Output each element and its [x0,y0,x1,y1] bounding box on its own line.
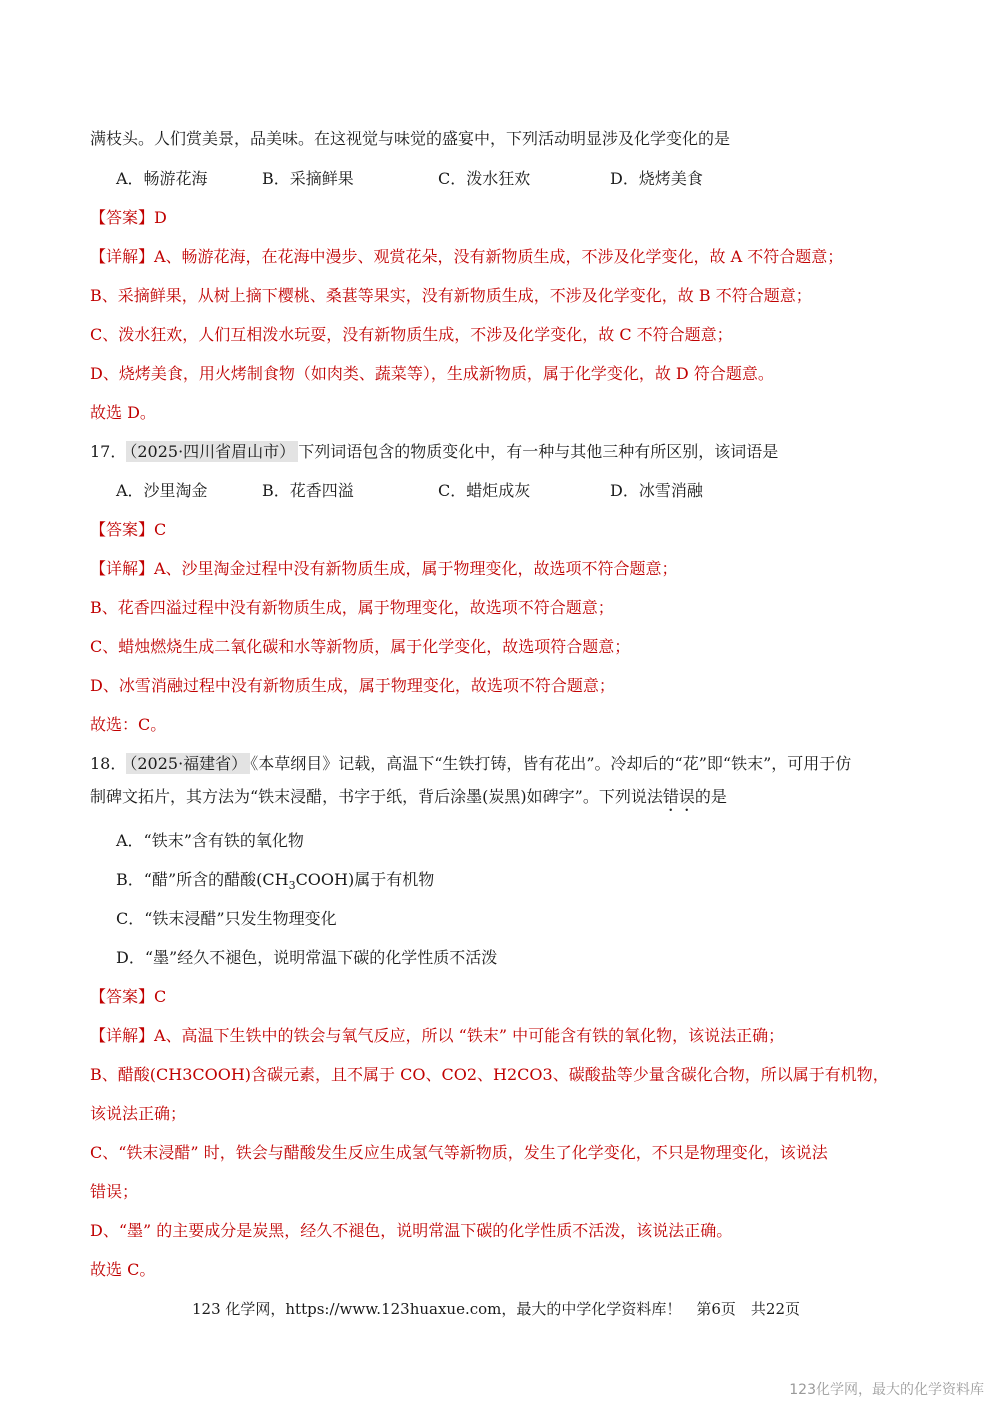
q18-option-b [116,870,434,896]
q18-option-c: C．“铁末浸醋”只发生物理变化 [116,909,337,928]
q18-conclusion: 故选 C。 [90,1260,156,1279]
q16-detail-line: B、采摘鲜果，从树上摘下樱桃、桑葚等果实，没有新物质生成，不涉及化学变化，故 B 不符合题意； [90,286,812,305]
q18-stem: 《本草纲目》记载，高温下“生铁打铸，皆有花出”。冷却后的“花”即“铁末”，可用于仿 [250,754,852,773]
q17-source-tag: （2025·四川省眉山市） [126,441,298,462]
q18-source-tag: （2025·福建省） [126,753,250,774]
q18-option-a: A．“铁末”含有铁的氧化物 [116,831,304,850]
q16-option-c: C．泼水狂欢 [438,169,531,188]
q17-option-d: D．冰雪消融 [610,481,703,500]
q16-option-d: D．烧烤美食 [610,169,703,188]
q16-answer: 【答案】D [90,208,167,227]
site-watermark: 123化学网，最大的化学资料库 [789,1382,984,1398]
q17-detail-line: C、蜡烛燃烧生成二氧化碳和水等新物质，属于化学变化，故选项符合题意； [90,637,631,656]
q18-stem-end: 的是 [694,787,727,806]
q18-detail-line: D、“墨” 的主要成分是炭黑，经久不褪色，说明常温下碳的化学性质不活泼，该说法正确。 [90,1221,733,1240]
q16-option-a: A．畅游花海 [116,169,208,188]
q17-stem-line [90,442,778,462]
q18-option-b-text-end: COOH)属于有机物 [295,870,435,889]
q18-stem-line-2 [90,787,727,815]
q17-conclusion: 故选：C。 [90,715,167,734]
q18-detail-line: C、“铁末浸醋” 时，铁会与醋酸发生反应生成氢气等新物质，发生了化学变化，不只是物理变化，该说法 [90,1143,828,1162]
q17-stem: 下列词语包含的物质变化中，有一种与其他三种有所区别，该词语是 [298,442,779,461]
q18-option-b-text: B．“醋”所含的醋酸(CH [116,870,289,889]
q16-detail-line: 【详解】A、畅游花海，在花海中漫步、观赏花朵，没有新物质生成，不涉及化学变化，故 A 不符合题意； [90,247,844,266]
q17-detail-line: D、冰雪消融过程中没有新物质生成，属于物理变化，故选项不符合题意； [90,676,615,695]
q18-option-d: D．“墨”经久不褪色，说明常温下碳的化学性质不活泼 [116,948,498,967]
q18-option-b-subscript: 3 [288,879,296,893]
q18-detail-line: B、醋酸(CH3COOH)含碳元素，且不属于 CO、CO2、H2CO3、碳酸盐等少量含碳化合物，所以属于有机物， [90,1065,889,1084]
q17-option-c: C．蜡炬成灰 [438,481,531,500]
q18-stem-text: 制碑文拓片，其方法为“铁末浸醋，书字于纸，背后涂墨(炭黑)如碑字”。下列说法 [90,787,663,806]
q18-detail-line: 【详解】A、高温下生铁中的铁会与氧气反应，所以 “铁末” 中可能含有铁的氧化物，该说法正确； [90,1026,785,1045]
q18-detail-line: 该说法正确； [90,1104,187,1123]
q16-detail-line: C、泼水狂欢，人们互相泼水玩耍，没有新物质生成，不涉及化学变化，故 C 不符合题意； [90,325,733,344]
q17-option-b: B．花香四溢 [262,481,354,500]
q17-detail-line: B、花香四溢过程中没有新物质生成，属于物理变化，故选项不符合题意； [90,598,614,617]
q17-number: 17． [90,442,127,461]
q16-option-b: B．采摘鲜果 [262,169,354,188]
q18-stem-line [90,754,851,774]
q18-detail-line: 错误； [90,1182,139,1201]
q17-answer: 【答案】C [90,520,167,539]
q17-detail-line: 【详解】A、沙里淘金过程中没有新物质生成，属于物理变化，故选项不符合题意； [90,559,678,578]
q17-option-a: A．沙里淘金 [116,481,208,500]
q16-detail-line: D、烧烤美食，用火烤制食物（如肉类、蔬菜等），生成新物质，属于化学变化，故 D 符合题意。 [90,364,774,383]
q18-emphasis-word: 错误 [662,787,695,806]
page-footer: 123 化学网，https://www.123huaxue.com，最大的中学化学资料库！ 第6页 共22页 [191,1300,801,1318]
q16-conclusion: 故选 D。 [90,403,156,422]
q16-stem: 满枝头。人们赏美景，品美味。在这视觉与味觉的盛宴中，下列活动明显涉及化学变化的是 [90,129,731,148]
q18-number: 18． [90,754,127,773]
q18-answer: 【答案】C [90,987,167,1006]
